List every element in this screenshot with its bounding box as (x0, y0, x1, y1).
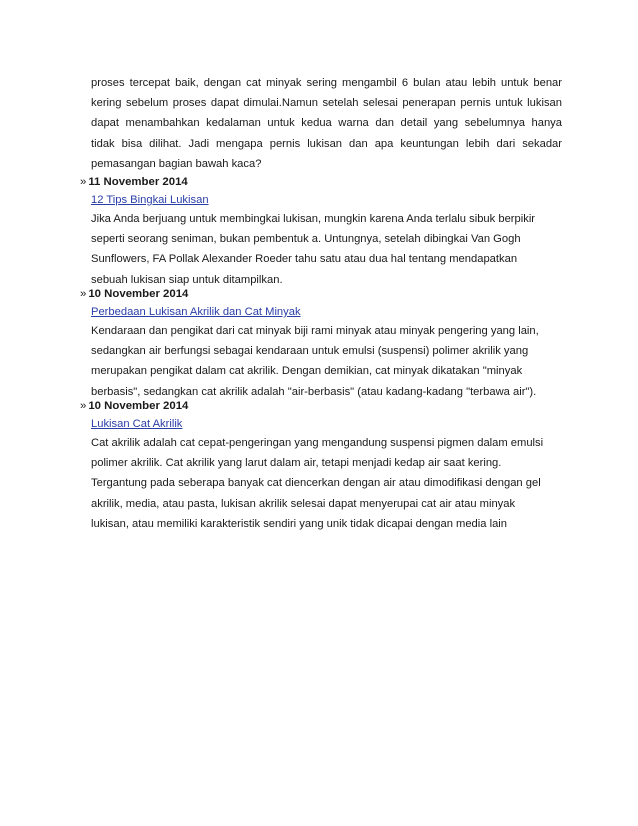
paragraph-line: tidak bisa dilihat. Jadi mengapa pernis lukisan dan apa keuntungan lebih dari sekadar (91, 137, 562, 150)
bullet-marker: » (80, 176, 87, 188)
entry-title-link[interactable]: Perbedaan Lukisan Akrilik dan Cat Minyak (91, 306, 301, 318)
paragraph-line: pemasangan bagian bawah kaca? (91, 157, 262, 170)
paragraph-line: kering sebelum proses dapat dimulai.Namun setelah selesai penerapan pernis untuk lukisan (91, 97, 562, 110)
entry-date: 10 November 2014 (88, 400, 189, 412)
entry-text-line: sedangkan air berfungsi sebagai kendaraan untuk emulsi (suspensi) polimer akrilik yang (91, 345, 529, 358)
entry-text-line: sebuah lukisan siap untuk ditampilkan. (91, 273, 283, 286)
entry-text-line: lukisan, atau memiliki karakteristik sendiri yang unik tidak dicapai dengan media lain (91, 517, 508, 530)
paragraph-line: dapat menambahkan kedalaman untuk kedua warna dan detail yang sebelumnya hanya (91, 117, 562, 130)
entry-date-row (80, 286, 580, 302)
entry-text-line: berbasis", sedangkan cat akrilik adalah "air-berbasis" (atau kadang-kadang "terbawa air"). (91, 385, 537, 398)
bullet-marker: » (80, 400, 87, 412)
entry-text-line: Sunflowers, FA Pollak Alexander Roeder tahu satu atau dua hal tentang mendapatkan (91, 253, 518, 266)
entry-date-row (80, 398, 580, 414)
entry-text-line: Cat akrilik adalah cat cepat-pengeringan yang mengandung suspensi pigmen dalam emulsi (91, 437, 544, 449)
bullet-marker: » (80, 288, 87, 300)
entry-date: 11 November 2014 (88, 176, 188, 188)
entry-body (91, 415, 580, 534)
intro-paragraph (91, 73, 562, 174)
entry-title-link[interactable]: 12 Tips Bingkai Lukisan (91, 194, 209, 206)
entry-text-line: Kendaraan dan pengikat dari cat minyak biji rami minyak atau minyak pengering yang lain, (91, 325, 539, 337)
news-entry (80, 398, 580, 534)
entry-text-line: merupakan pengikat dalam cat akrilik. Dengan demikian, cat minyak dikatakan "minyak (91, 365, 523, 378)
entry-body (91, 191, 580, 290)
entry-text-line: Jika Anda berjuang untuk membingkai lukisan, mungkin karena Anda terlalu sibuk berpikir (91, 213, 536, 225)
entry-title-link[interactable]: Lukisan Cat Akrilik (91, 418, 183, 430)
entry-text-line: Tergantung pada seberapa banyak cat diencerkan dengan air atau dimodifikasi dengan gel (91, 477, 541, 490)
entry-date: 10 November 2014 (88, 288, 189, 300)
entry-body (91, 303, 580, 402)
entry-text-line: seperti seorang seniman, bukan pembentuk a. Untungnya, setelah dibingkai Van Gogh (91, 233, 521, 246)
news-entry (80, 174, 580, 290)
paragraph-line: proses tercepat baik, dengan cat minyak sering mengambil 6 bulan atau lebih untuk benar (91, 77, 562, 89)
entry-date-row (80, 174, 580, 190)
entry-text-line: akrilik, media, atau pasta, lukisan akrilik selesai dapat menyerupai cat air atau minyak (91, 497, 516, 510)
entry-text-line: polimer akrilik. Cat akrilik yang larut dalam air, tetapi menjadi kedap air saat kering. (91, 457, 502, 470)
news-entry (80, 286, 580, 402)
